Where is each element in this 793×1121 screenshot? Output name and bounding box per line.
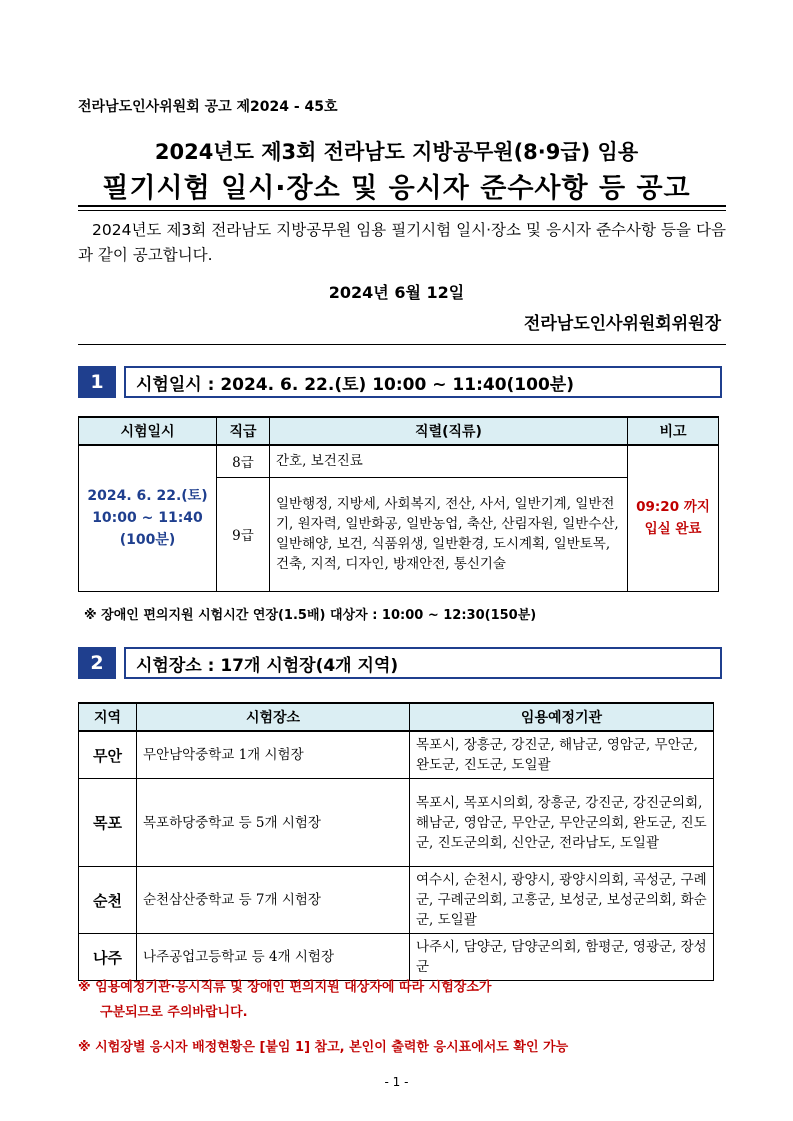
section2-number: 2 — [78, 647, 116, 679]
remark-line1: 09:20 까지 — [636, 499, 710, 516]
remark-line2: 입실 완료 — [644, 521, 702, 538]
table-row — [79, 779, 714, 867]
agencies-cell: 나주시, 담양군, 담양군의회, 함평군, 영광군, 장성군 — [410, 934, 714, 981]
table-row — [79, 934, 714, 981]
section1-title: 시험일시 : 2024. 6. 22.(토) 10:00 ~ 11:40(100분) — [124, 366, 722, 398]
exam-date-line1: 2024. 6. 22.(토) — [87, 488, 208, 505]
section1-number: 1 — [78, 366, 116, 398]
notice-number: 전라남도인사위원회 공고 제2024 - 45호 — [78, 99, 338, 115]
section1-note: ※ 장애인 편의지원 시험시간 연장(1.5배) 대상자 : 10:00 ~ 12:30(150분) — [84, 608, 537, 623]
header-venue: 시험장소 — [137, 703, 410, 731]
notice-date: 2024년 6월 12일 — [328, 283, 465, 302]
section2-title: 시험장소 : 17개 시험장(4개 지역) — [124, 647, 722, 679]
section2-note1-line2: 구분되므로 주의바랍니다. — [100, 1005, 248, 1020]
venue-cell: 나주공업고등학교 등 4개 시험장 — [137, 934, 410, 981]
venue-cell: 순천삼산중학교 등 7개 시험장 — [137, 867, 410, 934]
exam-date-line2: 10:00 ~ 11:40 — [92, 510, 203, 527]
grade-cell: 9급 — [217, 477, 270, 591]
header-agencies: 임용예정기관 — [410, 703, 714, 731]
title-line1: 2024년도 제3회 전라남도 지방공무원(8·9급) 임용 — [154, 140, 639, 164]
venue-cell: 목포하당중학교 등 5개 시험장 — [137, 779, 410, 867]
agencies-cell: 목포시, 목포시의회, 장흥군, 강진군, 강진군의회, 해남군, 영암군, 무안군, 무안군의회, 완도군, 진도군, 진도군의회, 신안군, 전라남도, 도일괄 — [410, 779, 714, 867]
agencies-cell: 여수시, 순천시, 광양시, 광양시의회, 곡성군, 구례군, 구례군의회, 고흥군, 보성군, 보성군의회, 화순군, 도일괄 — [410, 867, 714, 934]
section2-heading — [78, 647, 722, 679]
exam-venue-table — [78, 702, 714, 981]
agencies-cell: 목포시, 장흥군, 강진군, 해남군, 영암군, 무안군, 완도군, 진도군, 도일괄 — [410, 731, 714, 779]
exam-date-line3: (100분) — [119, 532, 176, 549]
section1-heading — [78, 366, 722, 398]
series-cell: 일반행정, 지방세, 사회복지, 전산, 사서, 일반기계, 일반전기, 원자력, 일반화공, 일반농업, 축산, 산림자원, 일반수산, 일반해양, 보건, 식품위생, 일반환경, 도시계획, 일반토목, 건축, 지적, 디자인, 방재안전, 통신기술 — [270, 477, 628, 591]
header-series: 직렬(직류) — [270, 417, 628, 445]
signer: 전라남도인사위원회위원장 — [523, 314, 721, 334]
intro-text: 2024년도 제3회 전라남도 지방공무원 임용 필기시험 일시·장소 및 응시자 준수사항 등을 다음과 같이 공고합니다. — [78, 221, 726, 264]
region-cell: 나주 — [79, 934, 137, 981]
header-exam-date: 시험일시 — [79, 417, 217, 445]
remark-cell — [628, 445, 719, 591]
page-number: - 1 - — [384, 1075, 409, 1089]
section2-note1-line1: ※ 임용예정기관·응시직류 및 장애인 편의지원 대상자에 따라 시험장소가 — [78, 980, 492, 995]
title-line2: 필기시험 일시·장소 및 응시자 준수사항 등 공고 — [102, 173, 691, 204]
table-row — [79, 867, 714, 934]
title-divider — [78, 205, 726, 211]
header-grade: 직급 — [217, 417, 270, 445]
exam-schedule-table — [78, 416, 719, 592]
region-cell: 순천 — [79, 867, 137, 934]
region-cell: 목포 — [79, 779, 137, 867]
header-region: 지역 — [79, 703, 137, 731]
section2-note2: ※ 시험장별 응시자 배정현황은 [붙임 1] 참고, 본인이 출력한 응시표에서도 확인 가능 — [78, 1040, 569, 1055]
header-divider — [78, 344, 726, 345]
region-cell: 무안 — [79, 731, 137, 779]
grade-cell: 8급 — [217, 445, 270, 477]
exam-date-cell — [79, 445, 217, 591]
table-row — [79, 731, 714, 779]
header-remark: 비고 — [628, 417, 719, 445]
venue-cell: 무안남악중학교 1개 시험장 — [137, 731, 410, 779]
series-cell: 간호, 보건진료 — [270, 445, 628, 477]
